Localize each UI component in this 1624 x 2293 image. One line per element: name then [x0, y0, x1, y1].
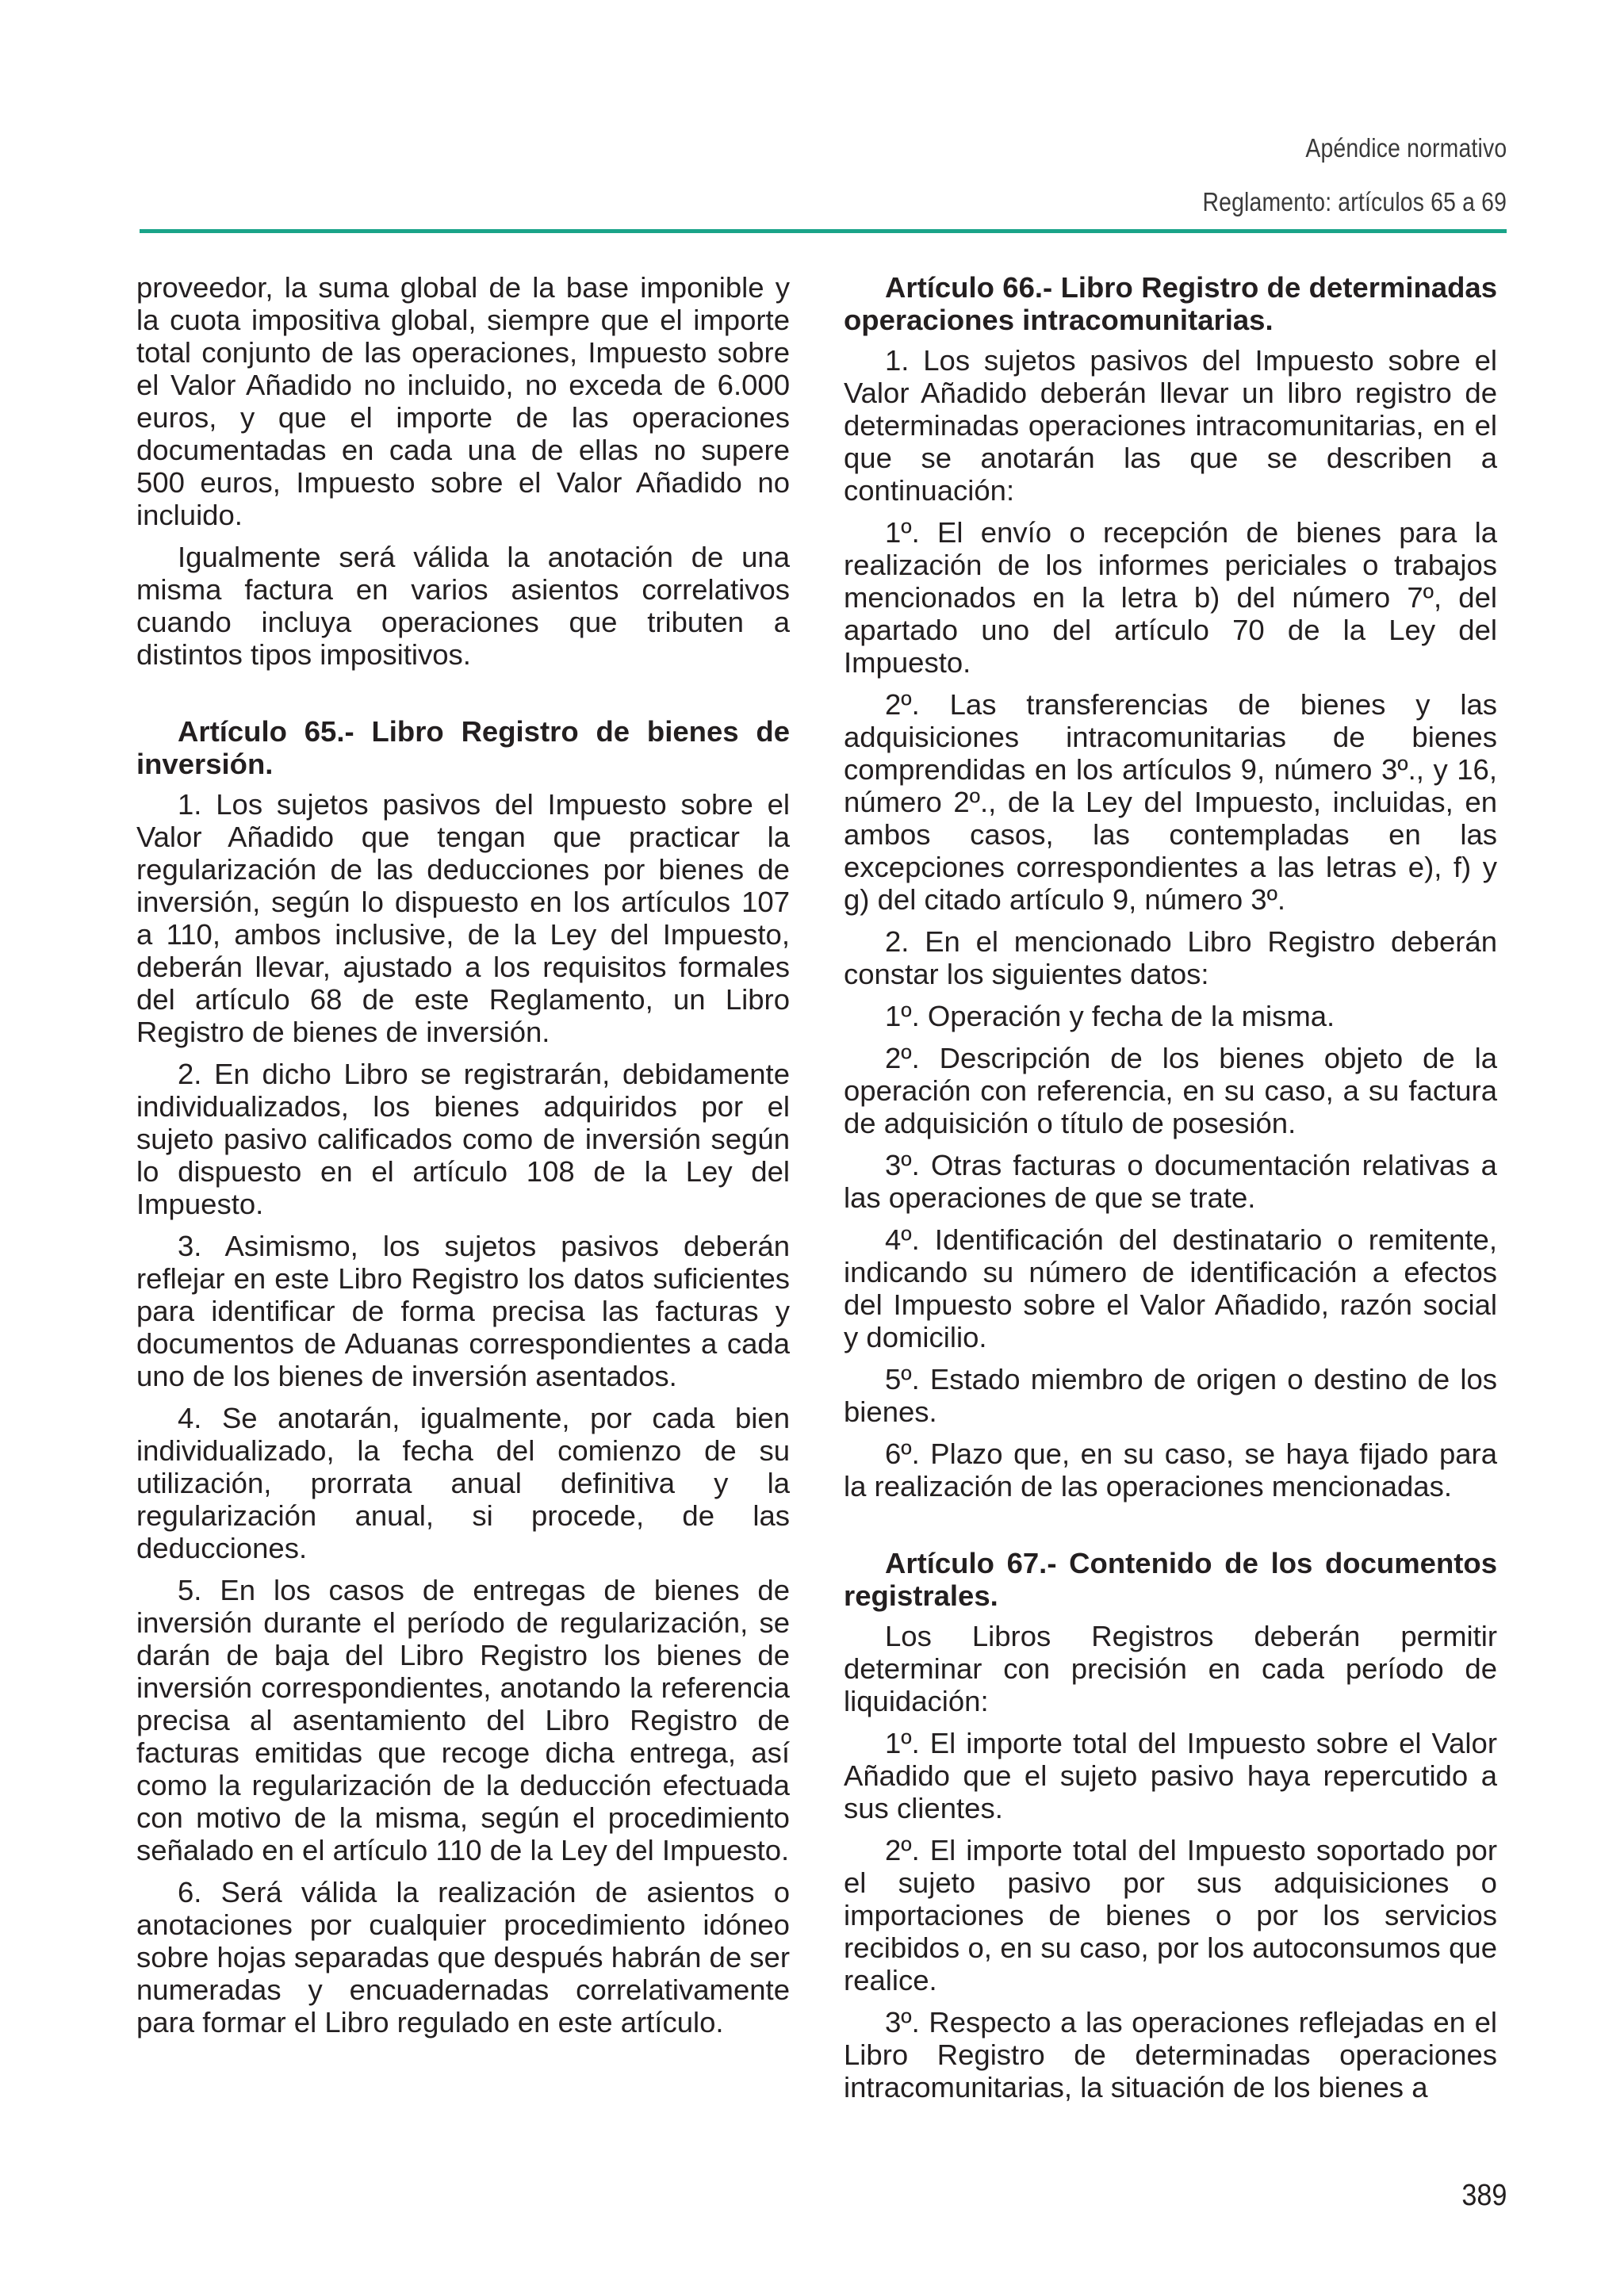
paragraph: Igualmente será válida la anotación de una misma factura en varios asientos correlativos cuando incluya operaciones que tributen a distintos tipos impositivos.	[136, 541, 790, 671]
article-67-intro: Los Libros Registros deberán permitir determinar con precisión en cada período de liquidación:	[844, 1620, 1497, 1717]
header-rule	[140, 229, 1507, 233]
running-head-section: Apéndice normativo	[1305, 133, 1507, 163]
article-65-paragraph-1: 1. Los sujetos pasivos del Impuesto sobre el Valor Añadido que tengan que practicar la regularización de las deducciones por bienes de inversión, según lo dispuesto en los artículos 107 a 110, ambos inclusive, de la Ley del Impuesto, deberán llevar, ajustado a los requisitos formales del artículo 68 de este Reglamento, un Libro Registro de bienes de inversión.	[136, 788, 790, 1048]
article-65-paragraph-4: 4. Se anotarán, igualmente, por cada bien individualizado, la fecha del comienzo de su utilización, prorrata anual definitiva y la regularización anual, si procede, de las deducciones.	[136, 1402, 790, 1564]
article-66-item: 3º. Otras facturas o documentación relativas a las operaciones de que se trate.	[844, 1149, 1497, 1214]
article-66-item: 1º. Operación y fecha de la misma.	[885, 1000, 1335, 1032]
article-66-paragraph-2: 2. En el mencionado Libro Registro deberán constar los siguientes datos:	[844, 925, 1497, 990]
article-66-heading: Artículo 66.- Libro Registro de determinadas operaciones intracomunitarias.	[844, 271, 1497, 336]
paragraph-continuation: proveedor, la suma global de la base imponible y la cuota impositiva global, siempre que el importe total conjunto de las operaciones, Impuesto sobre el Valor Añadido no incluido, no exceda de 6.000 euros, y que el importe de las operaciones documentadas en cada una de ellas no supere 500 euros, Impuesto sobre el Valor Añadido no incluido.	[136, 271, 790, 531]
article-66-paragraph-1: 1. Los sujetos pasivos del Impuesto sobre el Valor Añadido deberán llevar un libro registro de determinadas operaciones intracomunitarias, en el que se anotarán las que se describen a continuación:	[844, 344, 1497, 507]
article-67-item: 1º. El importe total del Impuesto sobre el Valor Añadido que el sujeto pasivo haya repercutido a sus clientes.	[844, 1727, 1497, 1824]
article-67-item: 2º. El importe total del Impuesto soportado por el sujeto pasivo por sus adquisiciones o importaciones de bienes o por los servicios recibidos o, en su caso, por los autoconsumos que realice.	[844, 1834, 1497, 1996]
article-65-heading: Artículo 65.- Libro Registro de bienes de inversión.	[136, 715, 790, 780]
article-65-paragraph-5: 5. En los casos de entregas de bienes de inversión durante el período de regularización, se darán de baja del Libro Registro los bienes de inversión correspondientes, anotando la referencia precisa al asentamiento del Libro Registro de facturas emitidas que recoge dicha entrega, así como la regularización de la deducción efectuada con motivo de la misma, según el procedimiento señalado en el artículo 110 de la Ley del Impuesto.	[136, 1574, 790, 1866]
article-67-item: 3º. Respecto a las operaciones reflejadas en el Libro Registro de determinadas operaciones intracomunitarias, la situación de los bienes a	[844, 2006, 1497, 2104]
article-66-item: 2º. Descripción de los bienes objeto de la operación con referencia, en su caso, a su factura de adquisición o título de posesión.	[844, 1042, 1497, 1139]
article-66-item: 5º. Estado miembro de origen o destino de los bienes.	[844, 1363, 1497, 1428]
article-66-item: 4º. Identificación del destinatario o remitente, indicando su número de identificación a efectos del Impuesto sobre el Valor Añadido, razón social y domicilio.	[844, 1223, 1497, 1353]
article-66-item: 2º. Las transferencias de bienes y las adquisiciones intracomunitarias de bienes comprendidas en los artículos 9, número 3º., y 16, número 2º., de la Ley del Impuesto, incluidas, en ambos casos, las contempladas en las excepciones correspondientes a las letras e), f) y g) del citado artículo 9, número 3º.	[844, 688, 1497, 916]
article-66-item: 1º. El envío o recepción de bienes para la realización de los informes periciales o trabajos mencionados en la letra b) del número 7º, del apartado uno del artículo 70 de la Ley del Impuesto.	[844, 516, 1497, 679]
article-65-paragraph-2: 2. En dicho Libro se registrarán, debidamente individualizados, los bienes adquiridos por el sujeto pasivo calificados como de inversión según lo dispuesto en el artículo 108 de la Ley del Impuesto.	[136, 1058, 790, 1220]
article-67-heading: Artículo 67.- Contenido de los documentos registrales.	[844, 1547, 1497, 1612]
page-number: 389	[1461, 2179, 1507, 2212]
article-66-item: 6º. Plazo que, en su caso, se haya fijado para la realización de las operaciones mencionadas.	[844, 1437, 1497, 1503]
article-65-paragraph-6: 6. Será válida la realización de asientos o anotaciones por cualquier procedimiento idóneo sobre hojas separadas que después habrán de ser numeradas y encuadernadas correlativamente para formar el Libro regulado en este artículo.	[136, 1876, 790, 2038]
running-head-subsection: Reglamento: artículos 65 a 69	[1202, 187, 1507, 216]
right-column	[844, 271, 1497, 2113]
article-65-paragraph-3: 3. Asimismo, los sujetos pasivos deberán reflejar en este Libro Registro los datos suficientes para identificar de forma precisa las facturas y documentos de Aduanas correspondientes a cada uno de los bienes de inversión asentados.	[136, 1230, 790, 1392]
left-column	[136, 271, 790, 2048]
